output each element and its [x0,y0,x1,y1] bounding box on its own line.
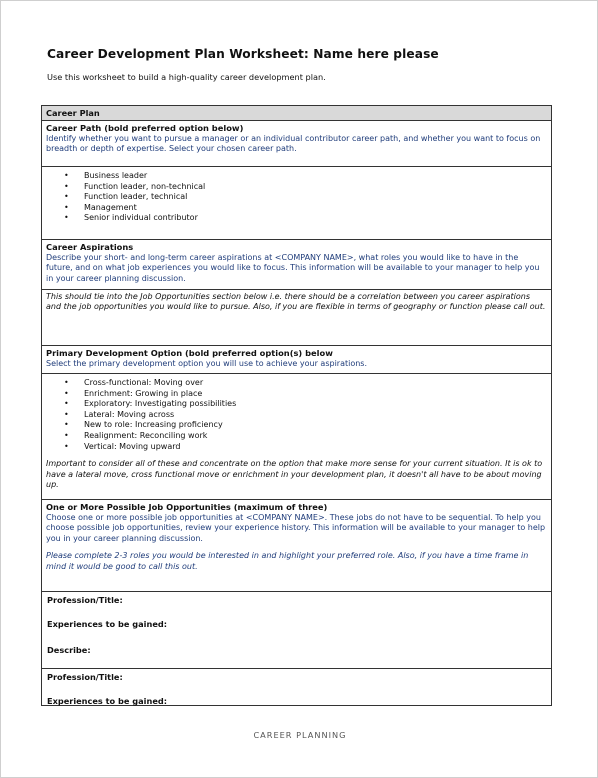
list-item: • Vertical: Moving upward [84,442,547,453]
development-heading: Primary Development Option (bold preferred option(s) below [46,348,333,358]
intro-text: Use this worksheet to build a high-quality career development plan. [47,72,326,82]
list-item: • Business leader [84,171,547,182]
aspirations-heading: Career Aspirations [46,242,134,252]
list-item: • Exploratory: Investigating possibilities [84,399,547,410]
page-footer: CAREER PLANNING [253,730,347,740]
development-section [42,345,551,373]
career-path-heading: Career Path (bold preferred option below) [46,123,244,133]
development-note: Important to consider all of these and concentrate on the option that make more sense for your current situation. It is ok to have a lateral move, cross functional move or enrichment in your development plan, it doesn't all have to be about moving up. [46,459,543,489]
job-opportunity-2 [42,668,551,706]
list-item: • New to role: Increasing proficiency [84,420,547,431]
list-item: • Senior individual contributor [84,213,547,224]
list-item: • Function leader, non-technical [84,182,547,193]
job-opportunity-1 [42,591,551,668]
profession-label: Profession/Title: [47,595,123,605]
experiences-label: Experiences to be gained: [47,696,168,706]
list-item: • Function leader, technical [84,192,547,203]
opportunities-heading: One or More Possible Job Opportunities (maximum of three) [46,502,328,512]
development-options [42,373,551,499]
page-title: Career Development Plan Worksheet: Name here please [47,47,439,61]
list-item: • Cross-functional: Moving over [84,378,547,389]
development-desc: Select the primary development option you will use to achieve your aspirations. [46,358,368,368]
list-item: • Lateral: Moving across [84,410,547,421]
list-item: • Management [84,203,547,214]
experiences-label: Experiences to be gained: [47,619,168,629]
opportunities-note: Please complete 2-3 roles you would be interested in and highlight your preferred role. Also, if you have a time frame in mind it would be good to call this out. [46,551,529,571]
aspirations-note-section [42,289,551,345]
describe-label: Describe: [47,645,91,655]
aspirations-section [42,239,551,289]
career-path-options [42,166,551,239]
aspirations-desc: Describe your short- and long-term career aspirations at <COMPANY NAME>, what roles you would like to have in the future, and on what job experiences you would like to focus. This information will be available to your manager to help you in your career planning discussion. [46,252,540,283]
career-path-section [42,120,551,166]
career-plan-table [41,105,552,706]
career-path-desc: Identify whether you want to pursue a manager or an individual contributor career path, and whether you want to focus on breadth or depth of expertise. Select your chosen career path. [46,133,541,154]
list-item: • Realignment: Reconciling work [84,431,547,442]
profession-label: Profession/Title: [47,672,123,682]
opportunities-section [42,499,551,591]
table-header: Career Plan [42,106,551,120]
opportunities-desc: Choose one or more possible job opportunities at <COMPANY NAME>. These jobs do not have to be sequential. To help you choose possible job opportunities, review your experience history. This information will be available to your manager to help you in your career planning discussion. [46,512,546,543]
list-item: • Enrichment: Growing in place [84,389,547,400]
aspirations-note: This should tie into the Job Opportunities section below i.e. there should be a correlation between you career aspirations and the job opportunities you would like to pursue. Also, if you are flexible in terms of geography or function please call out. [46,292,546,312]
